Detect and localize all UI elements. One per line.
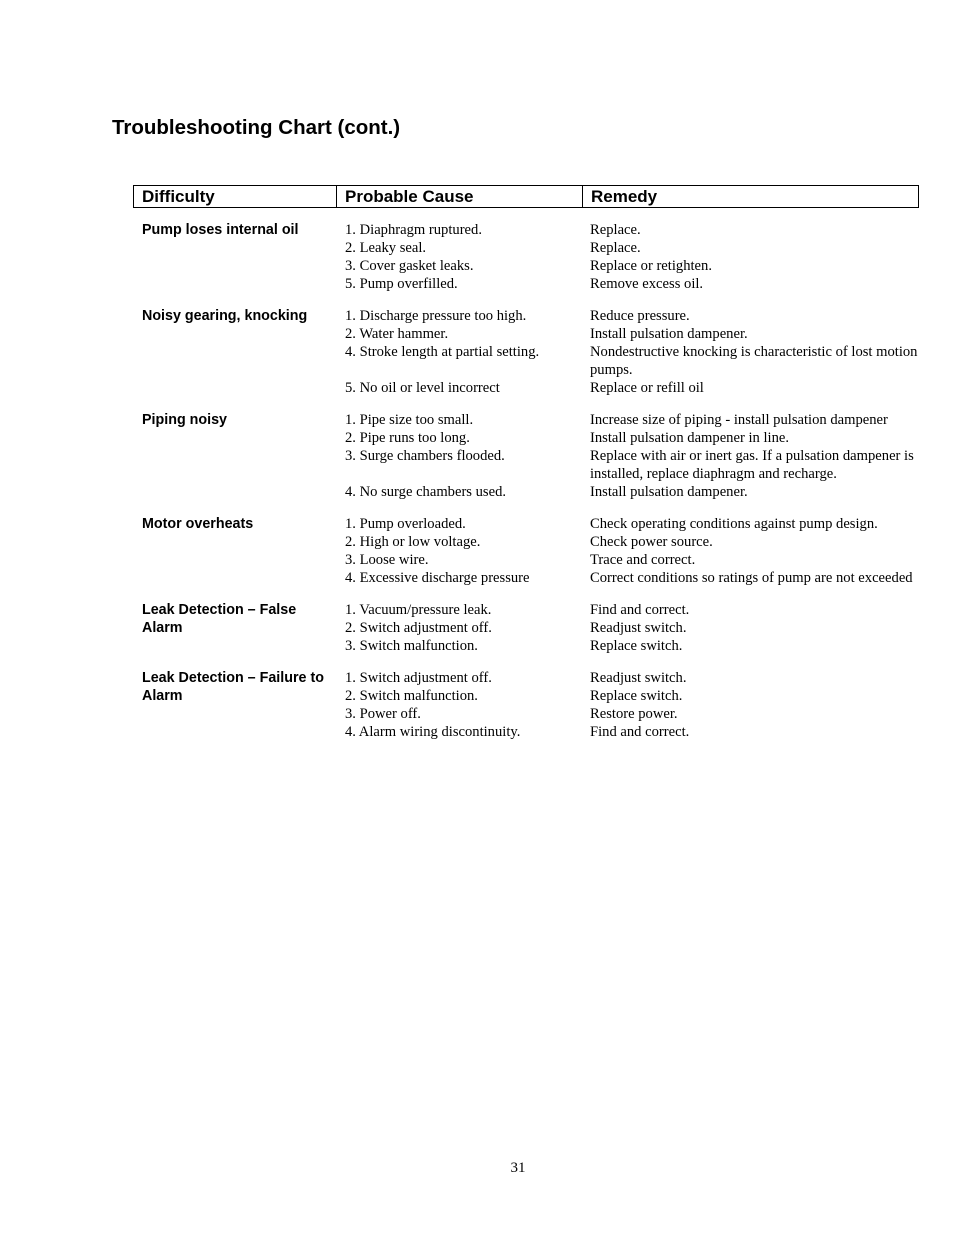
cause-cell: 2. High or low voltage.	[345, 534, 481, 550]
page-number: 31	[510, 1160, 526, 1176]
cause-cell: 1. Pipe size too small.	[345, 412, 474, 428]
header-probable-cause: Probable Cause	[337, 186, 583, 207]
cause-cell: 4. No surge chambers used.	[345, 484, 507, 500]
header-remedy: Remedy	[591, 187, 658, 206]
page-title: Troubleshooting Chart (cont.)	[112, 116, 401, 139]
cause-remedy-pair	[336, 411, 919, 429]
difficulty-cell: Leak Detection – False Alarm	[142, 602, 297, 636]
table-header	[133, 185, 919, 208]
table-row	[133, 669, 919, 741]
cause-cell: 4. Stroke length at partial setting.	[345, 344, 540, 360]
cause-remedy-list	[336, 669, 919, 741]
remedy-cell: Check operating conditions against pump design.	[590, 516, 878, 532]
cause-cell: 5. No oil or level incorrect	[345, 380, 500, 396]
cause-remedy-list	[336, 221, 919, 293]
cause-remedy-pair	[336, 687, 919, 705]
remedy-cell: Readjust switch.	[590, 620, 687, 636]
cause-cell: 4. Excessive discharge pressure	[345, 570, 530, 586]
cause-cell: 1. Pump overloaded.	[345, 516, 466, 532]
remedy-cell: Increase size of piping - install pulsation dampener	[590, 412, 888, 428]
difficulty-cell: Motor overheats	[142, 516, 254, 532]
remedy-cell: Install pulsation dampener.	[590, 484, 748, 500]
cause-cell: 3. Cover gasket leaks.	[345, 258, 474, 274]
cause-cell: 5. Pump overfilled.	[345, 276, 458, 292]
cause-remedy-pair	[336, 325, 919, 343]
table-row	[133, 411, 919, 501]
difficulty-cell: Pump loses internal oil	[142, 222, 299, 238]
remedy-cell: Check power source.	[590, 534, 713, 550]
remedy-cell: Replace or refill oil	[590, 380, 704, 396]
cause-remedy-pair	[336, 221, 919, 239]
cause-cell: 1. Switch adjustment off.	[345, 670, 492, 686]
cause-remedy-pair	[336, 669, 919, 687]
remedy-cell: Find and correct.	[590, 602, 690, 618]
difficulty-cell: Piping noisy	[142, 412, 227, 428]
cause-remedy-pair	[336, 429, 919, 447]
cause-remedy-list	[336, 601, 919, 655]
remedy-cell: Correct conditions so ratings of pump are not exceeded	[590, 570, 913, 586]
cause-cell: 3. Switch malfunction.	[345, 638, 478, 654]
cause-cell: 1. Vacuum/pressure leak.	[345, 602, 492, 618]
remedy-cell: Nondestructive knocking is characteristic of lost motion pumps.	[590, 344, 918, 378]
cause-cell: 2. Leaky seal.	[345, 240, 427, 256]
cause-cell: 1. Diaphragm ruptured.	[345, 222, 482, 238]
cause-remedy-list	[336, 307, 919, 397]
cause-remedy-pair	[336, 723, 919, 741]
cause-cell: 3. Loose wire.	[345, 552, 429, 568]
cause-cell: 2. Switch adjustment off.	[345, 620, 492, 636]
cause-remedy-pair	[336, 275, 919, 293]
cause-remedy-pair	[336, 379, 919, 397]
remedy-cell: Remove excess oil.	[590, 276, 704, 292]
difficulty-cell: Leak Detection – Failure to Alarm	[142, 670, 324, 704]
remedy-cell: Install pulsation dampener.	[590, 326, 748, 342]
cause-cell: 2. Water hammer.	[345, 326, 449, 342]
cause-remedy-list	[336, 411, 919, 501]
remedy-cell: Replace.	[590, 222, 641, 238]
remedy-cell: Readjust switch.	[590, 670, 687, 686]
cause-remedy-pair	[336, 569, 919, 587]
cause-remedy-pair	[336, 343, 919, 379]
cause-remedy-pair	[336, 307, 919, 325]
remedy-cell: Replace or retighten.	[590, 258, 712, 274]
table-row	[133, 601, 919, 655]
remedy-cell: Trace and correct.	[590, 552, 696, 568]
remedy-cell: Replace switch.	[590, 688, 683, 704]
cause-remedy-pair	[336, 601, 919, 619]
cause-remedy-pair	[336, 637, 919, 655]
remedy-cell: Replace switch.	[590, 638, 683, 654]
cause-remedy-pair	[336, 483, 919, 501]
cause-remedy-pair	[336, 551, 919, 569]
cause-remedy-pair	[336, 705, 919, 723]
cause-remedy-pair	[336, 447, 919, 483]
remedy-cell: Install pulsation dampener in line.	[590, 430, 789, 446]
remedy-cell: Reduce pressure.	[590, 308, 690, 324]
remedy-cell: Find and correct.	[590, 724, 690, 740]
remedy-cell: Replace.	[590, 240, 641, 256]
cause-cell: 1. Discharge pressure too high.	[345, 308, 527, 324]
cause-remedy-pair	[336, 515, 919, 533]
table-row	[133, 307, 919, 397]
table-row	[133, 515, 919, 587]
troubleshooting-rows	[133, 221, 919, 755]
cause-remedy-list	[336, 515, 919, 587]
cause-remedy-pair	[336, 257, 919, 275]
cause-cell: 3. Power off.	[345, 706, 421, 722]
cause-remedy-pair	[336, 239, 919, 257]
difficulty-cell: Noisy gearing, knocking	[142, 308, 308, 324]
cause-cell: 3. Surge chambers flooded.	[345, 448, 505, 464]
cause-remedy-pair	[336, 533, 919, 551]
header-difficulty: Difficulty	[134, 186, 337, 207]
table-row	[133, 221, 919, 293]
remedy-cell: Restore power.	[590, 706, 678, 722]
cause-cell: 4. Alarm wiring discontinuity.	[345, 724, 521, 740]
cause-remedy-pair	[336, 619, 919, 637]
cause-cell: 2. Pipe runs too long.	[345, 430, 470, 446]
remedy-cell: Replace with air or inert gas. If a pulsation dampener is installed, replace diaphragm and recharge.	[590, 448, 914, 482]
cause-cell: 2. Switch malfunction.	[345, 688, 478, 704]
